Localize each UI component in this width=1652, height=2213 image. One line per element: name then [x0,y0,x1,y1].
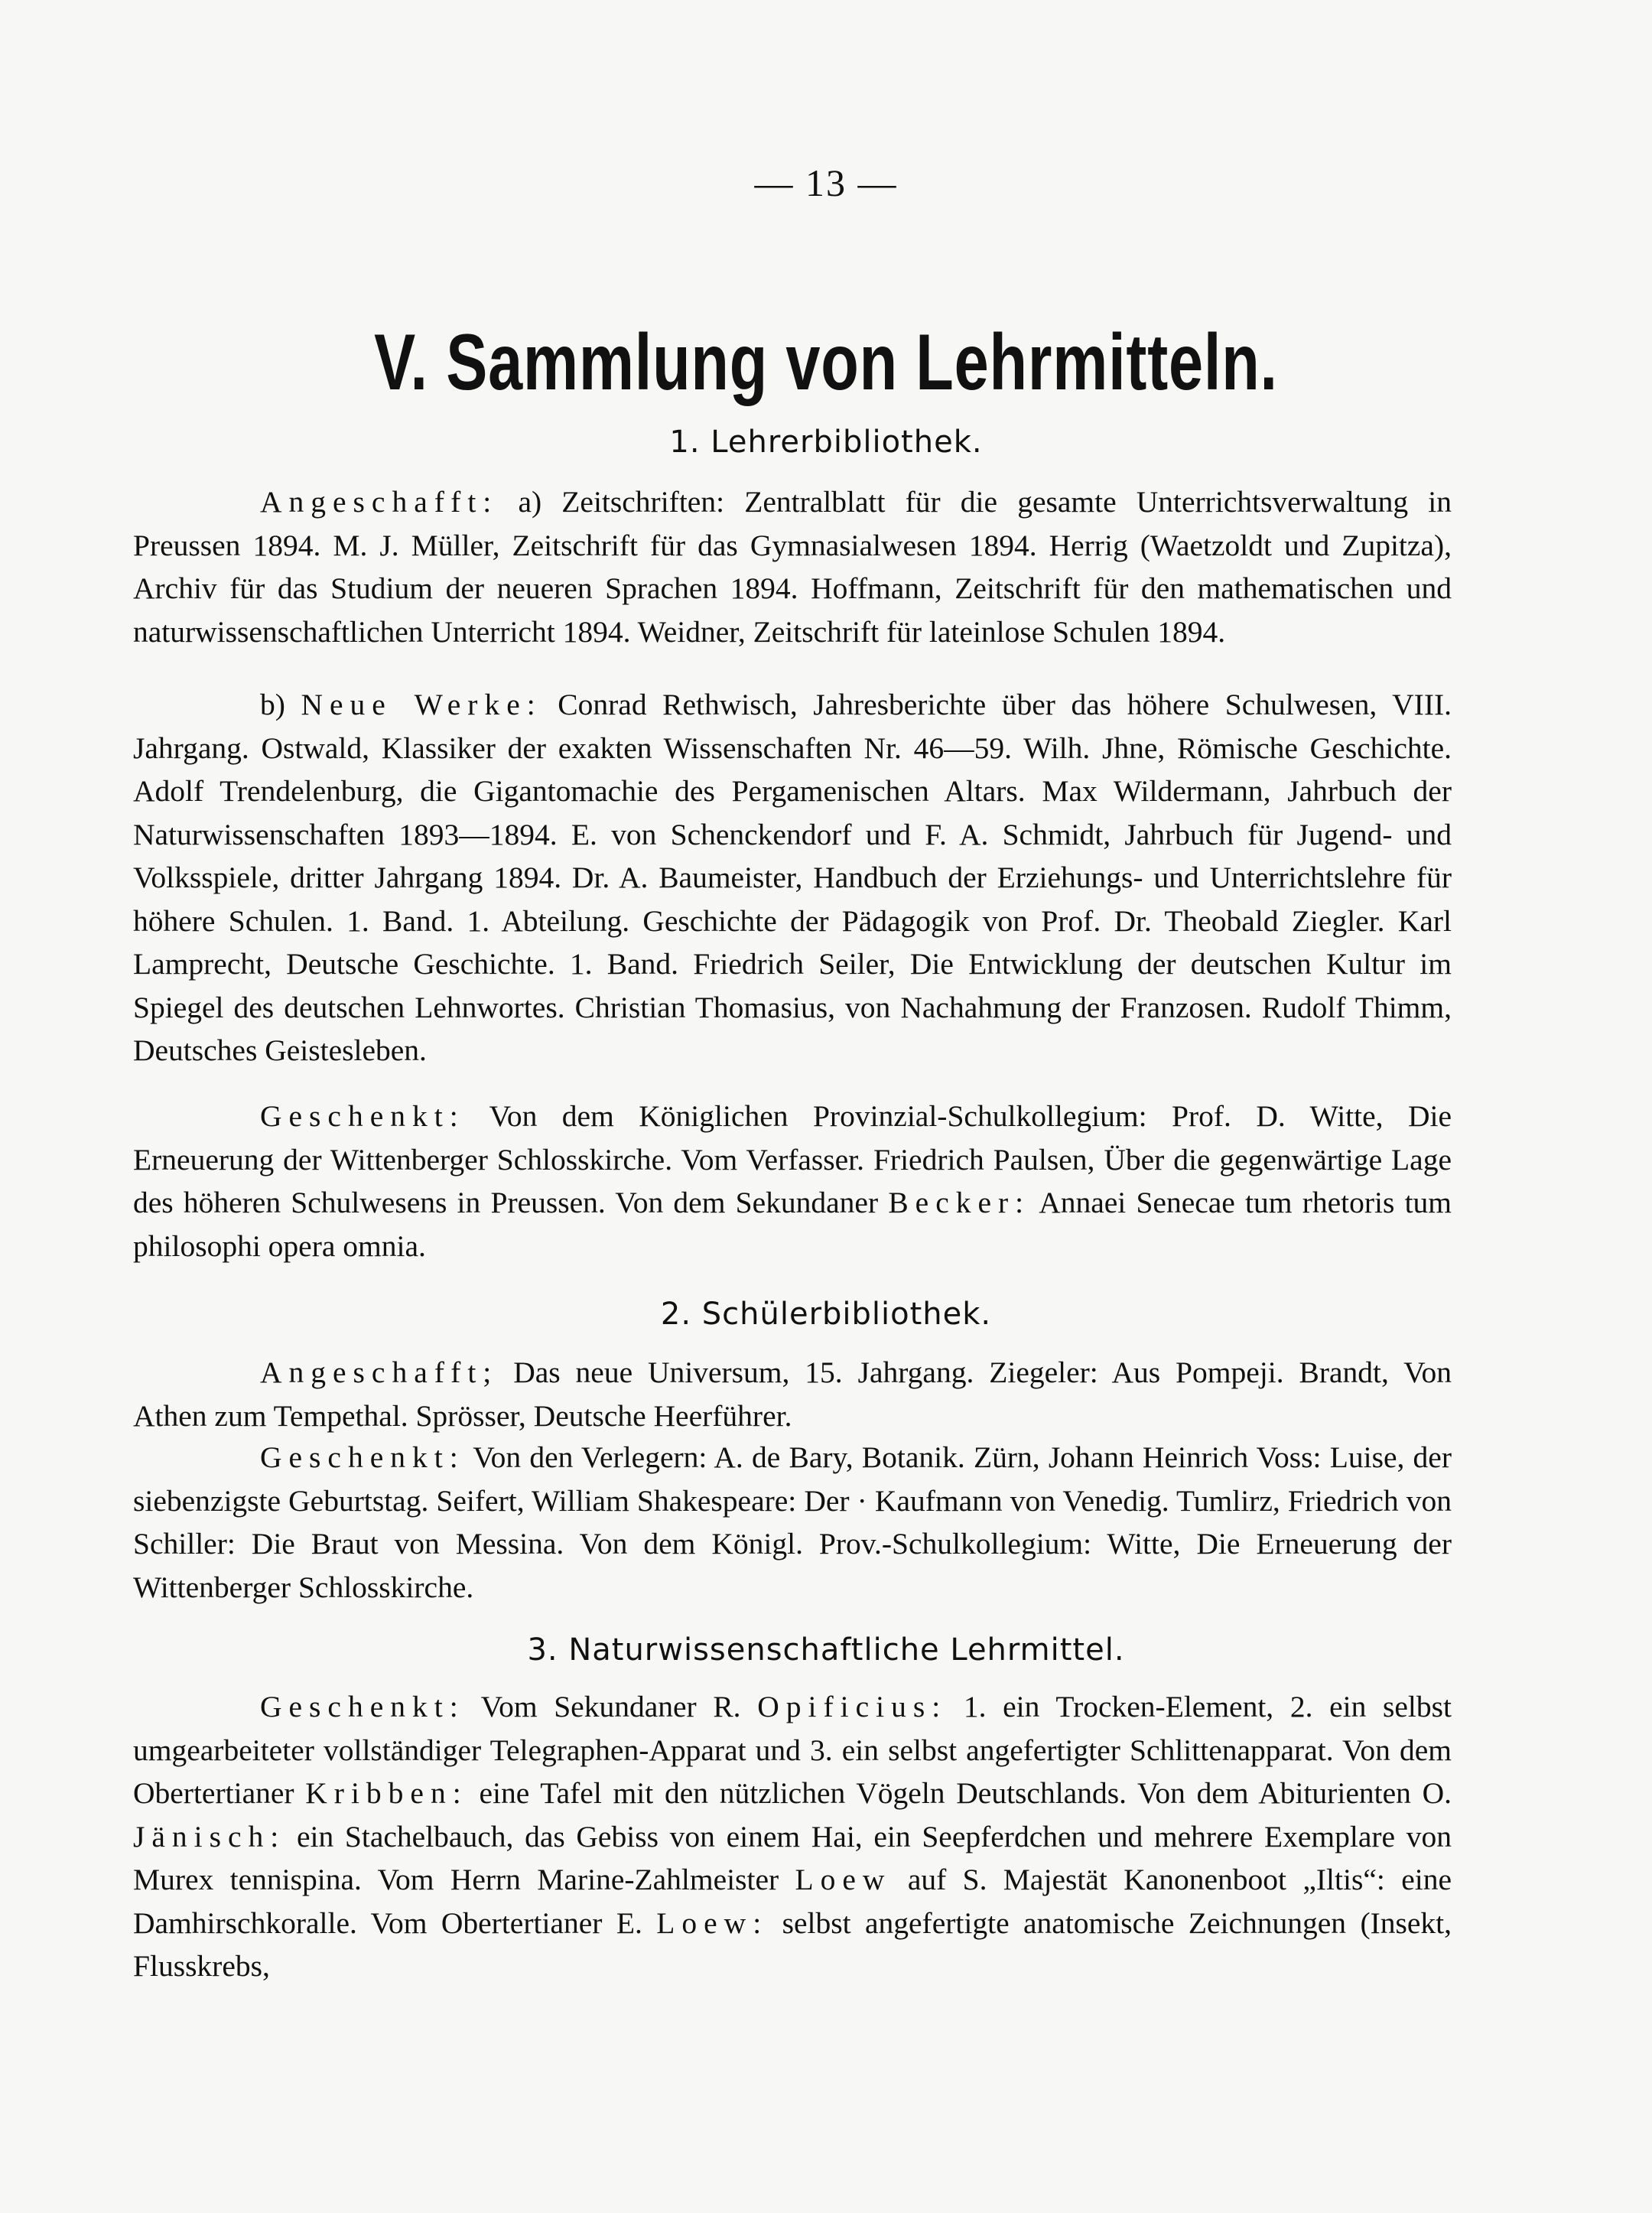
paragraph-geschenkt-schueler [133,1436,1452,1609]
label-geschenkt: Geschenkt: [260,1690,465,1723]
label-neue-werke: Neue Werke: [301,688,542,721]
name-loew-e: Loew: [656,1905,769,1940]
paragraph-geschenkt-lehrmittel [133,1685,1452,1988]
name-jaenisch: Jänisch: [133,1819,286,1853]
heading-naturwissenschaftliche-lehrmittel: 3. Naturwissenschaftliche Lehrmittel. [527,1632,1125,1668]
section-title: V. Sammlung von Lehrmitteln. [374,318,1278,407]
label-angeschafft: Angeschafft; [260,1355,499,1389]
paragraph-geschenkt-lehrer [133,1095,1452,1268]
paragraph-text: 1. ein Trocken-Element, 2. ein selbst umgearbeiteter vollständiger Telegraphen-Apparat und 3. ein selbst angefertigter Schlittenapparat. Von dem Obertertianer [133,1690,1452,1810]
paragraph-text: a) Zeitschriften: Zentralblatt für die gesamte Unterrichtsverwaltung in Preussen 1894. M. J. Müller, Zeitschrift für das Gymnasialwesen 1894. Herrig (Waetzoldt und Zupitza), Archiv für das Studium der neueren Sprachen 1894. Hoffmann, Zeitschrift für den mathematischen und naturwissenschaftlichen Unterricht 1894. Weidner, Zeitschrift für lateinlose Schulen 1894. [133,485,1452,649]
paragraph-text: eine Tafel mit den nützlichen Vögeln Deutschlands. Von dem Abiturienten O. [479,1776,1452,1810]
paragraph-text: ein Stachelbauch, das Gebiss von einem Hai, ein Seepferdchen und mehrere Exemplare von Murex tennispina. Vom Herrn Marine-Zahlmeister [133,1819,1452,1896]
paragraph-text: Annaei Senecae tum rhetoris tum philosophi opera omnia. [133,1186,1452,1263]
name-opificius: Opificius: [757,1690,948,1723]
paragraph-text: Conrad Rethwisch, Jahresberichte über das höhere Schulwesen, VIII. Jahrgang. Ostwald, Klassiker der exakten Wissenschaften Nr. 46—59. Wilh. Jhne, Römische Geschichte. Adolf Trendelenburg, die Gigantomachie des Pergamenischen Altars. Max Wildermann, Jahrbuch der Naturwissenschaften 1893—1894. E. von Schenckendorf und F. A. Schmidt, Jahrbuch für Jugend- und Volksspiele, dritter Jahrgang 1894. Dr. A. Baumeister, Handbuch der Erziehungs- und Unterrichtslehre für höhere Schulen. 1. Band. 1. Abteilung. Geschichte der Pädagogik von Prof. Dr. Theobald Ziegler. Karl Lamprecht, Deutsche Geschichte. 1. Band. Friedrich Seiler, Die Entwicklung der deutschen Kultur im Spiegel des deutschen Lehnwortes. Christian Thomasius, von Nachahmung der Franzosen. Rudolf Thimm, Deutsches Geistesleben. [133,688,1452,1067]
page-number: — 13 — [754,161,898,204]
list-marker: b) [260,688,285,721]
paragraph-text: Das neue Universum, 15. Jahrgang. Ziegeler: Aus Pompeji. Brandt, Von Athen zum Tempethal. Sprösser, Deutsche Heerführer. [133,1355,1452,1433]
label-geschenkt: Geschenkt: [260,1099,465,1133]
paragraph-angeschafft-zeitschriften [133,480,1452,653]
paragraph-text: selbst angefertigte anatomische Zeichnungen (Insekt, Flusskrebs, [133,1905,1452,1983]
name-kribben: Kribben: [305,1776,468,1810]
name-becker: Becker: [888,1186,1031,1219]
paragraph-angeschafft-schueler [133,1351,1452,1437]
paragraph-neue-werke [133,683,1452,1072]
heading-schuelerbibliothek: 2. Schülerbibliothek. [660,1297,992,1332]
heading-lehrerbibliothek: 1. Lehrerbibliothek. [669,425,983,460]
paragraph-text: auf S. Majestät Kanonenboot „Iltis“: eine Damhirschkoralle. Vom Obertertianer E. [133,1863,1452,1940]
label-angeschafft: Angeschafft: [260,485,499,519]
label-geschenkt: Geschenkt: [260,1440,465,1474]
name-loew: Loew [795,1863,892,1896]
paragraph-text: Von dem Königlichen Provinzial-Schulkollegium: Prof. D. Witte, Die Erneuerung der Wittenberger Schlosskirche. Vom Verfasser. Friedrich Paulsen, Über die gegenwärtige Lage des höheren Schulwesens in Preussen. Von dem Sekundaner [133,1099,1452,1219]
paragraph-text: Vom Sekundaner R. [480,1690,741,1723]
paragraph-text: Von den Verlegern: A. de Bary, Botanik. Zürn, Johann Heinrich Voss: Luise, der siebenzigste Geburtstag. Seifert, William Shakespeare: Der · Kaufmann von Venedig. Tumlirz, Friedrich von Schiller: Die Braut von Messina. Von dem Königl. Prov.-Schulkollegium: Witte, Die Erneuerung der Wittenberger Schlosskirche. [133,1440,1452,1604]
